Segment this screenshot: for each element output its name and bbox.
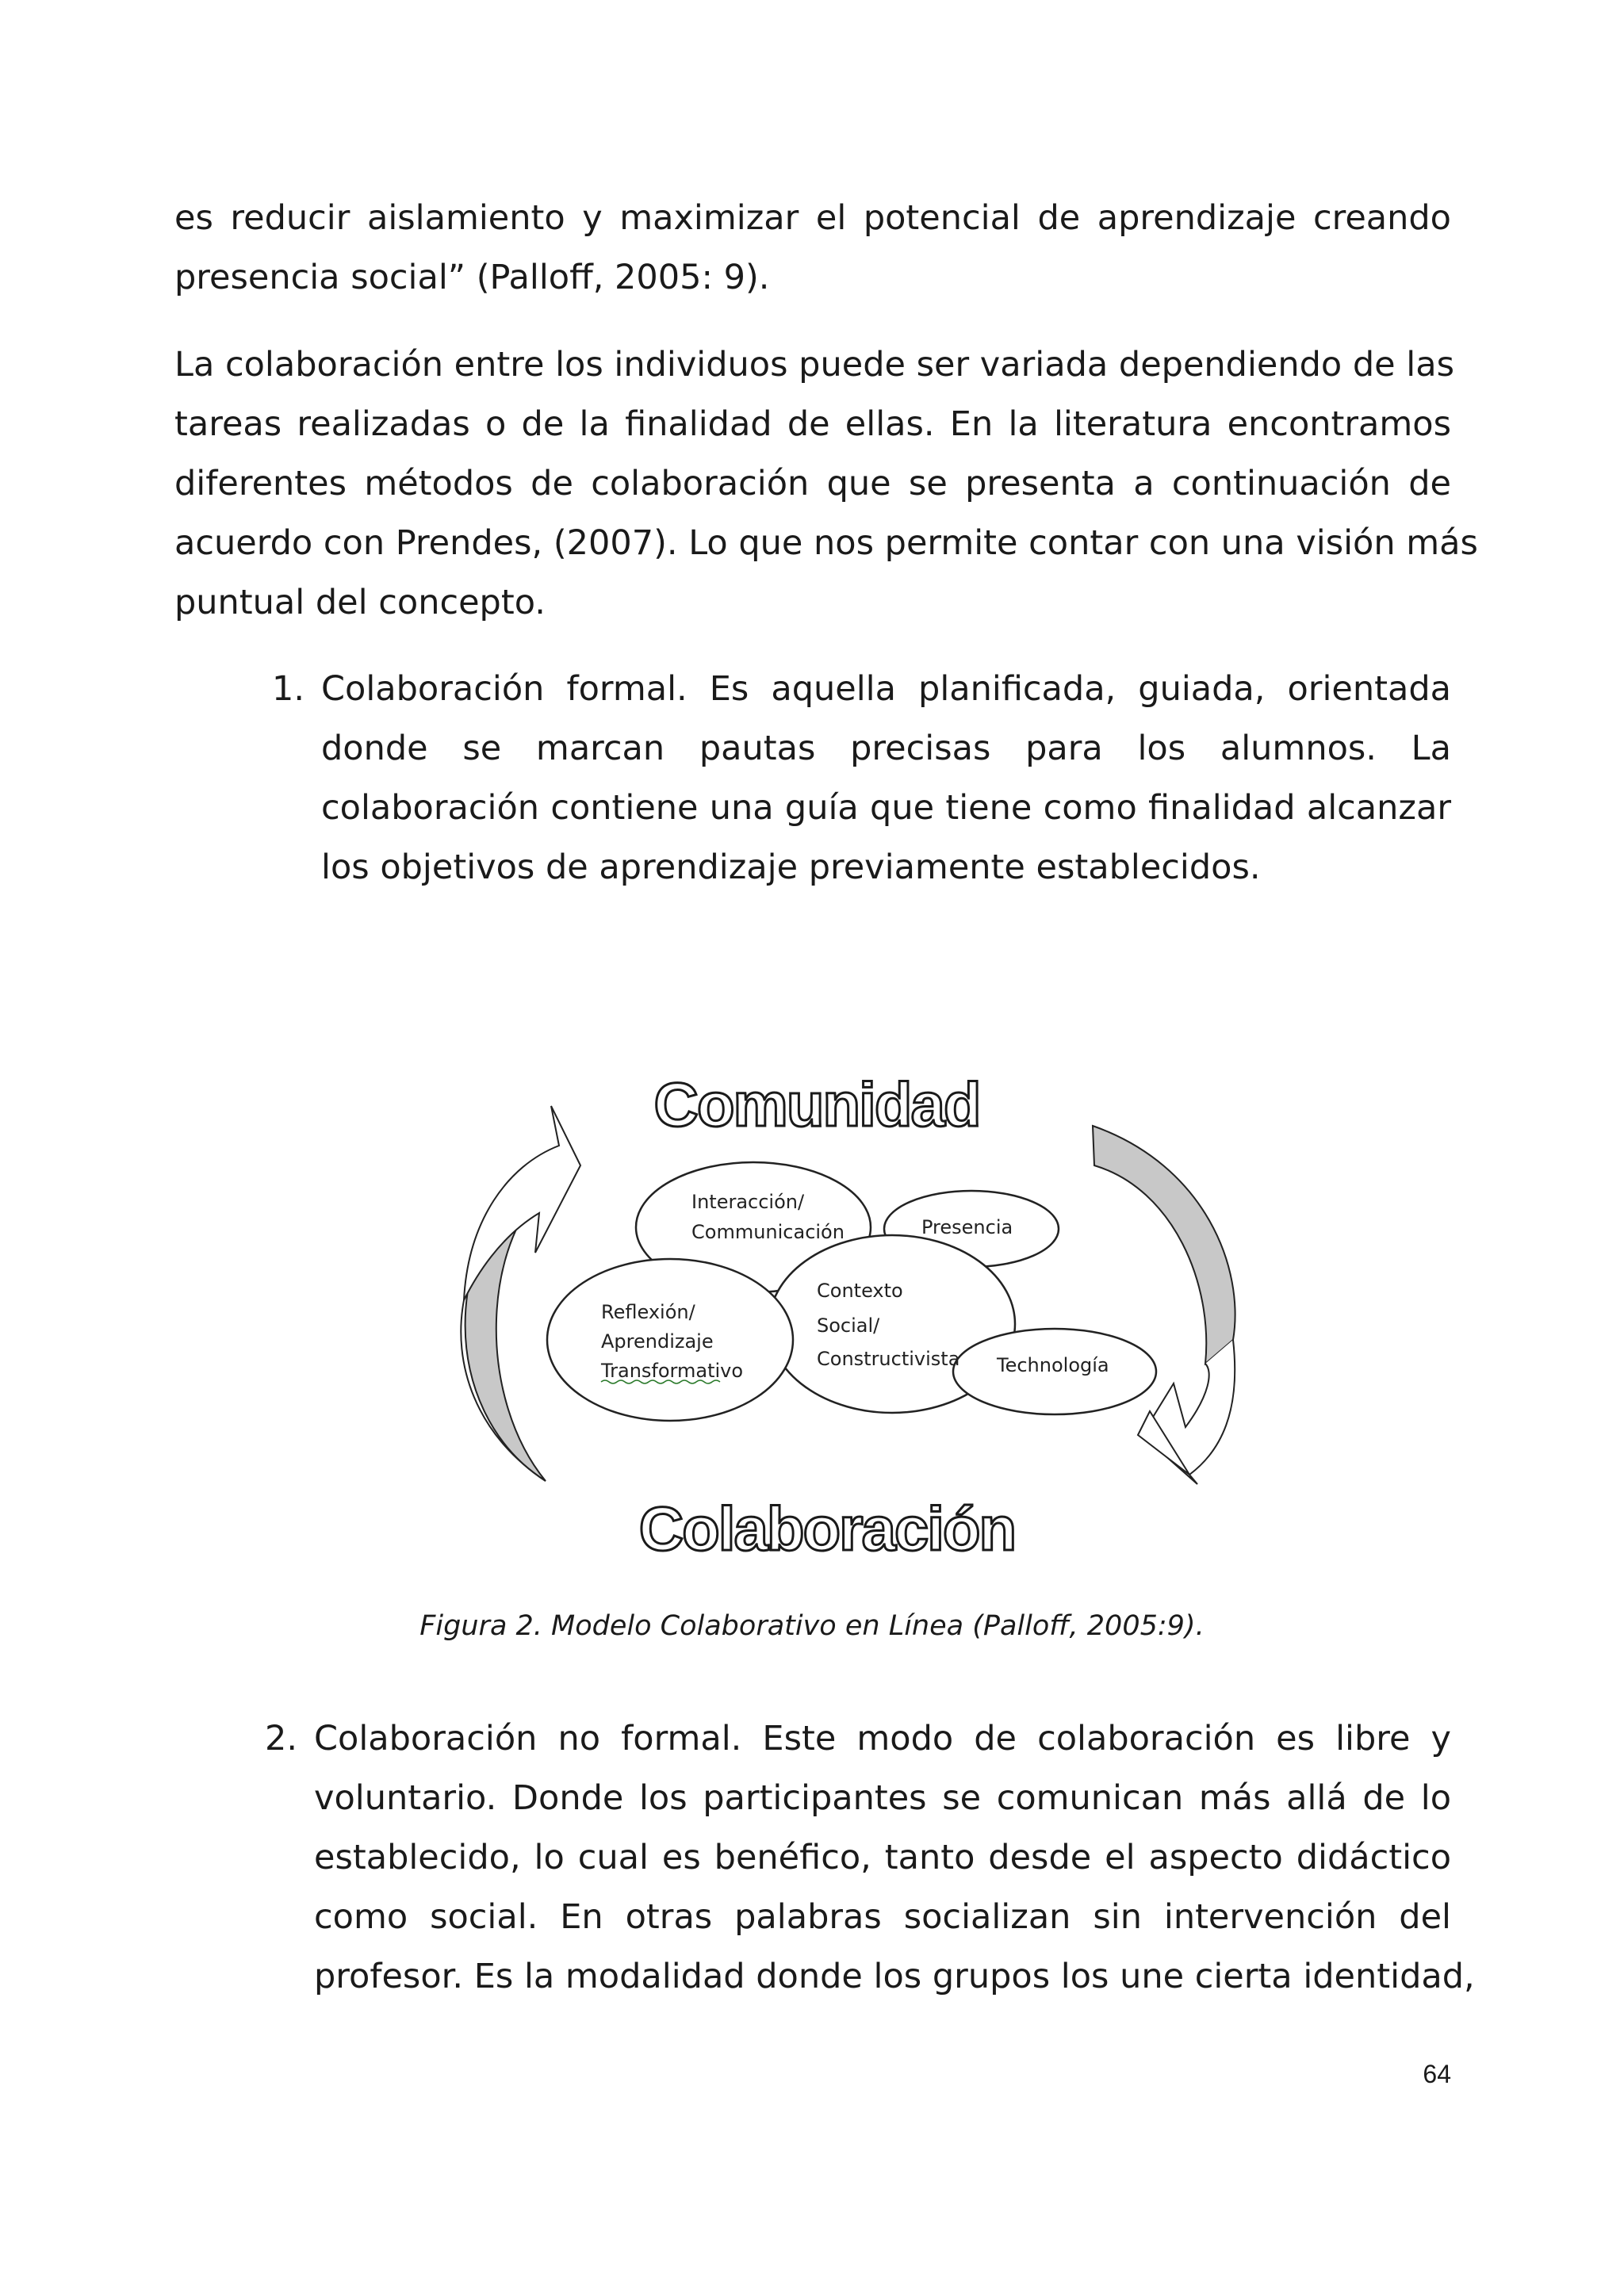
node-label: Contexto xyxy=(817,1280,903,1302)
text-line: voluntario. Donde los participantes se comunican más allá de lo xyxy=(314,1778,1451,1818)
text-line: profesor. Es la modalidad donde los grupos los une cierta identidad, xyxy=(314,1957,1475,1996)
text-line: como social. En otras palabras socializan sin intervención del xyxy=(314,1897,1451,1937)
node-label: Presencia xyxy=(921,1216,1013,1238)
text-line: acuerdo con Prendes, (2007). Lo que nos permite contar con una visión más xyxy=(174,523,1478,563)
text-line: establecido, lo cual es benéfico, tanto desde el aspecto didáctico xyxy=(314,1838,1451,1877)
node-label: Technología xyxy=(997,1354,1109,1376)
text-line: diferentes métodos de colaboración que se presenta a continuación de xyxy=(174,464,1451,503)
left-cycle-arrow-icon xyxy=(461,1106,580,1481)
list-item-informal-collaboration xyxy=(265,1709,1475,2007)
text-line: Colaboración no formal. Este modo de colaboración es libre y xyxy=(314,1719,1451,1758)
node-label: Interacción/ xyxy=(691,1191,805,1213)
figure-title-comunidad: Comunidad xyxy=(653,1070,980,1139)
text-line: es reducir aislamiento y maximizar el potencial de aprendizaje creando xyxy=(174,198,1451,238)
text-line: puntual del concepto. xyxy=(174,583,546,622)
text-line: La colaboración entre los individuos puede ser variada dependiendo de las xyxy=(174,345,1454,385)
right-cycle-arrow-icon xyxy=(1093,1126,1235,1484)
figure-caption: Figura 2. Modelo Colaborativo en Línea (Palloff, 2005:9). xyxy=(419,1610,1205,1642)
node-label: Transformativo xyxy=(601,1360,744,1382)
text-line: colaboración contiene una guía que tiene como finalidad alcanzar xyxy=(321,788,1451,828)
figure-title-colaboracion: Colaboración xyxy=(638,1494,1016,1563)
text-line: Colaboración formal. Es aquella planificada, guiada, orientada xyxy=(321,669,1451,709)
text-line: presencia social” (Palloff, 2005: 9). xyxy=(174,258,770,297)
node-label: Reflexión/ xyxy=(601,1301,695,1323)
page-number: 64 xyxy=(1423,2060,1451,2088)
text-line: donde se marcan pautas precisas para los alumnos. La xyxy=(321,729,1451,768)
text-line: los objetivos de aprendizaje previamente establecidos. xyxy=(321,848,1261,887)
node-label: Communicación xyxy=(691,1221,845,1243)
list-number: 2. xyxy=(265,1719,298,1758)
node-label: Aprendizaje xyxy=(601,1330,714,1353)
node-label: Social/ xyxy=(817,1314,880,1337)
list-number: 1. xyxy=(272,669,305,709)
text-line: tareas realizadas o de la finalidad de ellas. En la literatura encontramos xyxy=(174,404,1451,444)
node-label: Constructivista xyxy=(817,1348,960,1370)
